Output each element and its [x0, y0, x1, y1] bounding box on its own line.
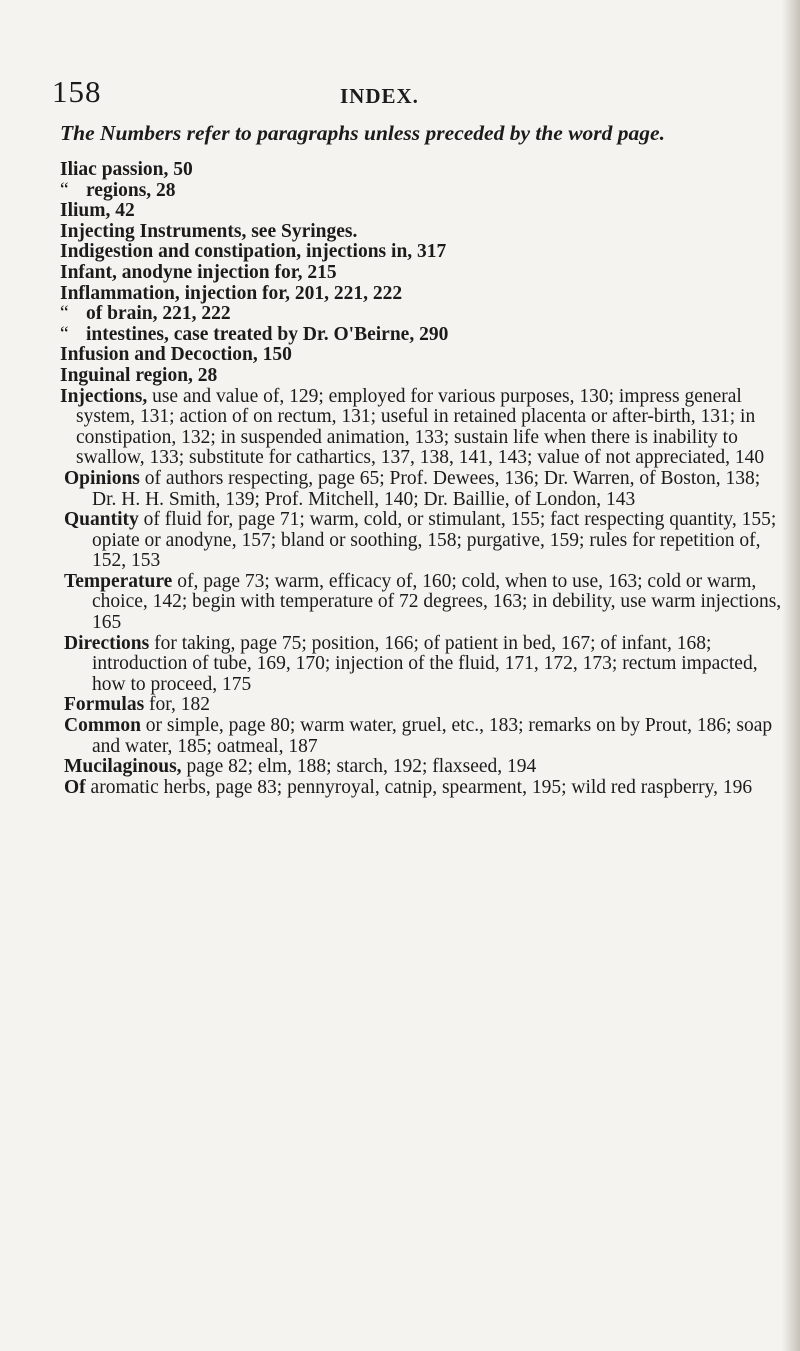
index-note: The Numbers refer to paragraphs unless preceded by the word page.: [60, 121, 665, 145]
entry-heading: intestines, case treated by Dr. O'Beirne, 290: [86, 323, 449, 345]
entry-heading: Indigestion and constipation, injections in, 317: [60, 241, 447, 263]
index-entry: [60, 572, 785, 634]
entry-heading: Opinions: [64, 467, 140, 489]
entry-heading: Infant, anodyne injection for, 215: [60, 261, 337, 283]
entry-heading: Common: [64, 715, 141, 737]
entry-references: of authors respecting, page 65; Prof. Dewees, 136; Dr. Warren, of Boston, 138; Dr. H. H. Smith, 139; Prof. Mitchell, 140; Dr. Baillie, of London, 143: [92, 467, 761, 510]
entry-references: for, 182: [144, 694, 211, 716]
entry-heading: Quantity: [64, 509, 139, 531]
index-entries: [60, 160, 785, 798]
entry-heading: Mucilaginous,: [64, 756, 182, 778]
entry-heading: Directions: [64, 632, 150, 654]
index-entry: [60, 469, 785, 510]
entry-heading: Formulas: [64, 694, 145, 716]
running-head: INDEX.: [340, 84, 419, 108]
entry-references: page 82; elm, 188; starch, 192; flaxseed, 194: [181, 756, 537, 778]
index-entry: [60, 201, 785, 222]
index-entry: [60, 695, 785, 716]
index-entry: [60, 304, 785, 325]
index-entry: [60, 181, 785, 202]
index-entry: [60, 634, 785, 696]
index-entry: [60, 160, 785, 181]
index-entry: [60, 345, 785, 366]
entry-heading: Infusion and Decoction, 150: [60, 344, 292, 366]
page-number: 158: [52, 74, 102, 109]
entry-references: use and value of, 129; employed for various purposes, 130; impress general system, 131; action of on rectum, 131; useful in retained placenta or after-birth, 131; in constipation, 132; in suspended animation, 133; sustain life when there is inability to swallow, 133; substitute for cathartics, 137, 138, 141, 143; value of not appreciated, 140: [76, 385, 765, 469]
page-spine-shadow: [782, 0, 800, 1351]
index-entry: [60, 387, 785, 469]
entry-heading: Ilium, 42: [60, 200, 135, 222]
entry-heading: Injecting Instruments, see Syringes.: [60, 220, 358, 242]
index-entry: [60, 757, 785, 778]
entry-heading: Iliac passion, 50: [60, 159, 193, 180]
index-entry: [60, 263, 785, 284]
entry-references: aromatic herbs, page 83; pennyroyal, catnip, spearment, 195; wild red raspberry, 196: [85, 776, 753, 798]
index-entry: [60, 510, 785, 572]
index-entry: [60, 242, 785, 263]
index-entry: [60, 222, 785, 243]
entry-heading: Inflammation, injection for, 201, 221, 222: [60, 282, 403, 304]
index-entry: [60, 284, 785, 305]
ditto-mark: “: [60, 323, 69, 345]
entry-heading: Injections,: [60, 385, 148, 407]
ditto-mark: “: [60, 179, 69, 201]
ditto-mark: “: [60, 303, 69, 325]
index-entry: [60, 366, 785, 387]
entry-references: of, page 73; warm, efficacy of, 160; cold, when to use, 163; cold or warm, choice, 142; begin with temperature of 72 degrees, 163; in debility, use warm injections, 165: [92, 570, 782, 634]
entry-heading: Inguinal region, 28: [60, 364, 218, 386]
entry-heading: Temperature: [64, 570, 173, 592]
entry-heading: regions, 28: [86, 179, 176, 201]
index-entry: [60, 325, 785, 346]
entry-heading: Of: [64, 776, 86, 798]
index-entry: [60, 716, 785, 757]
entry-references: for taking, page 75; position, 166; of patient in bed, 167; of infant, 168; introduction of tube, 169, 170; injection of the fluid, 171, 172, 173; rectum impacted, how to proceed, 175: [92, 632, 758, 695]
entry-references: or simple, page 80; warm water, gruel, etc., 183; remarks on by Prout, 186; soap and water, 185; oatmeal, 187: [92, 715, 773, 757]
index-entry: [60, 778, 785, 799]
entry-references: of fluid for, page 71; warm, cold, or stimulant, 155; fact respecting quantity, 155; opiate or anodyne, 157; bland or soothing, 158; purgative, 159; rules for repetition of, 152, 153: [92, 509, 777, 572]
entry-heading: of brain, 221, 222: [86, 303, 231, 325]
